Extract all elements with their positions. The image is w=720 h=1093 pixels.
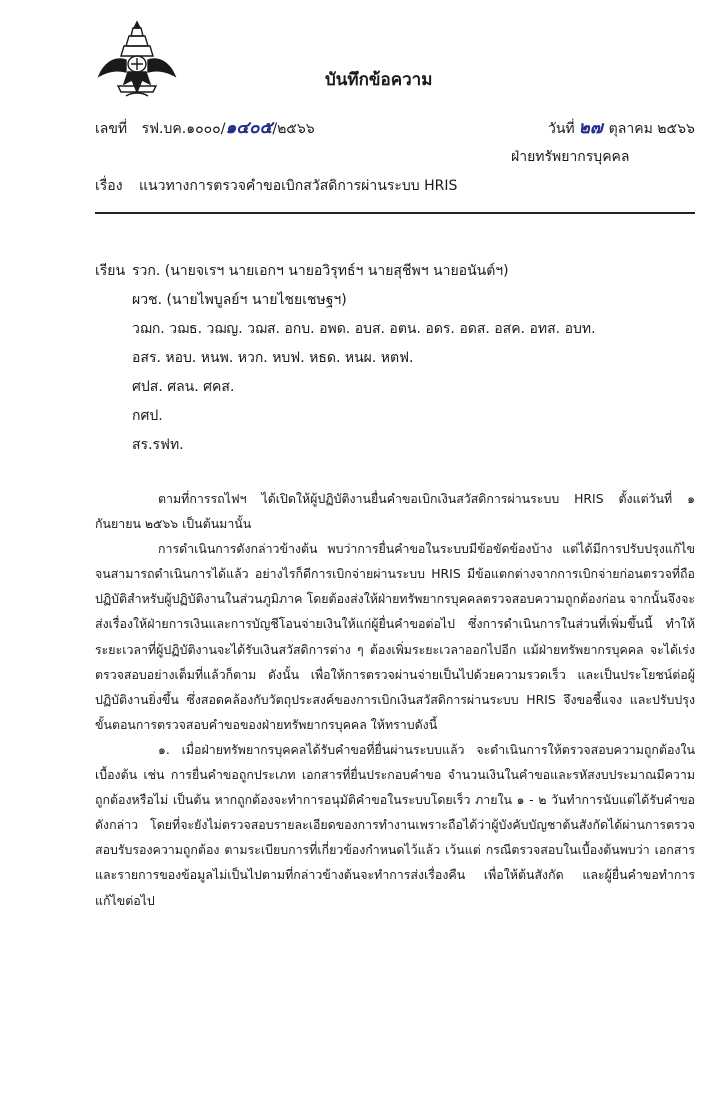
doc-number-label: เลขที่ (95, 121, 128, 137)
department-name: ฝ่ายทรัพยากรบุคคล (511, 149, 630, 165)
memo-title: บันทึกข้อความ (325, 70, 433, 90)
subject-label: เรื่อง (95, 178, 123, 194)
recipients-label: เรียน (95, 263, 126, 279)
recipient-line: กศป. (132, 408, 163, 424)
recipient-line: สร.รฟท. (132, 437, 184, 453)
subject-row (95, 177, 457, 195)
body-paragraph: การดำเนินการดังกล่าวข้างต้น พบว่าการยื่นคำขอในระบบมีข้อขัดข้องบ้าง แต่ได้มีการปรับปรุงแก้ไขจนสามารถดำเนินการได้แล้ว อย่างไรก็ดีการเบิกจ่ายผ่านระบบ HRIS มีข้อแตกต่างจากการเบิกจ่ายก่อนตรวจที่ถือปฏิบัติสำหรับผู้ปฏิบัติงานในส่วนภูมิภาค โดยต้องส่งให้ฝ่ายทรัพยากรบุคคลตรวจสอบความถูกต้องก่อน จากนั้นจึงจะส่งเรื่องให้ฝ่ายการเงินและการบัญชีโอนจ่ายเงินให้แก่ผู้ยื่นคำขอต่อไป ซึ่งการดำเนินการในส่วนที่เพิ่มขึ้นนี้ ทำให้ระยะเวลาที่ผู้ปฏิบัติงานจะได้รับเงินสวัสดิการต่าง ๆ ต้องเพิ่มระยะเวลาออกไปอีก แม้ฝ่ายทรัพยากรบุคคล จะได้เร่งตรวจสอบอย่างเต็มที่แล้วก็ตาม ดังนั้น เพื่อให้การตรวจผ่านจ่ายเป็นไปด้วยความรวดเร็ว และเป็นประโยชน์ต่อผู้ปฏิบัติงานยิ่งขึ้น ซึ่งสอดคล้องกับวัตถุประสงค์ของการเบิกเงินสวัสดิการผ่านระบบ HRIS จึงขอชี้แจง และปรับปรุงขั้นตอนการตรวจสอบคำขอของฝ่ายทรัพยากรบุคคล ให้ทราบดังนี้ (95, 541, 695, 732)
date-row (548, 119, 695, 138)
body-paragraph: ๑. เมื่อฝ่ายทรัพยากรบุคคลได้รับคำขอที่ยื่นผ่านระบบแล้ว จะดำเนินการให้ตรวจสอบความถูกต้องในเบื้องต้น เช่น การยื่นคำขอถูกประเภท เอกสารที่ยื่นประกอบคำขอ จำนวนเงินในคำขอและรหัสงบประมาณมีความถูกต้องหรือไม่ เป็นต้น หากถูกต้องจะทำการอนุมัติคำขอในระบบโดยเร็ว ภายใน ๑ - ๒ วันทำการนับแต่ได้รับคำขอดังกล่าว โดยที่จะยังไม่ตรวจสอบรายละเอียดของการทำงานเพราะถือได้ว่าผู้บังคับบัญชาต้นสังกัดได้ผ่านการตรวจสอบรับรองความถูกต้อง ตามระเบียบการที่เกี่ยวข้องกำหนดไว้แล้ว เว้นแต่ กรณีตรวจสอบในเบื้องต้นพบว่า เอกสาร และรายการของข้อมูลไม่เป็นไปตามที่กล่าวข้างต้นจะทำการส่งเรื่องคืน เพื่อให้ต้นสังกัด และผู้ยื่นคำขอทำการแก้ไขต่อไป (95, 741, 695, 908)
subject-text: แนวทางการตรวจคำขอเบิกสวัสดิการผ่านระบบ HRIS (139, 178, 458, 194)
header-divider (95, 212, 695, 214)
emblem-logo (96, 20, 178, 100)
garuda-emblem-icon (96, 20, 178, 100)
recipient-line: อสร. หอบ. หนพ. หวก. หบฟ. หธด. หนผ. หตฟ. (132, 350, 414, 366)
date-day-handwritten: ๒๗ (578, 118, 603, 138)
recipient-line: ศปส. ศลน. ศคส. (132, 379, 235, 395)
recipient-line: รวก. (นายจเรฯ นายเอกฯ นายอวิรุทธ์ฯ นายสุชีพฯ นายอนันต์ฯ) (132, 263, 509, 279)
doc-number-row (95, 119, 315, 138)
date-month-year: ตุลาคม ๒๕๖๖ (608, 121, 695, 137)
body-paragraph: ตามที่การรถไฟฯ ได้เปิดให้ผู้ปฏิบัติงานยื่นคำขอเบิกเงินสวัสดิการผ่านระบบ HRIS ตั้งแต่วันที่ ๑ กันยายน ๒๕๖๖ เป็นต้นมานั้น (95, 491, 695, 532)
doc-number-prefix: รฟ.บค.๑๐๐๐/ (141, 121, 226, 137)
recipient-line: วฌก. วฌธ. วฌญ. วฌส. อกบ. อพด. อบส. อตน. อดร. อดส. อสค. อทส. อบท. (132, 321, 596, 337)
recipient-line: ผวช. (นายไพบูลย์ฯ นายไชยเชษฐฯ) (132, 292, 347, 308)
doc-number-handwritten: ๑๔๐๕ (225, 118, 273, 138)
date-label: วันที่ (548, 121, 575, 137)
memo-body (95, 486, 695, 913)
doc-number-suffix: /๒๕๖๖ (272, 121, 315, 137)
